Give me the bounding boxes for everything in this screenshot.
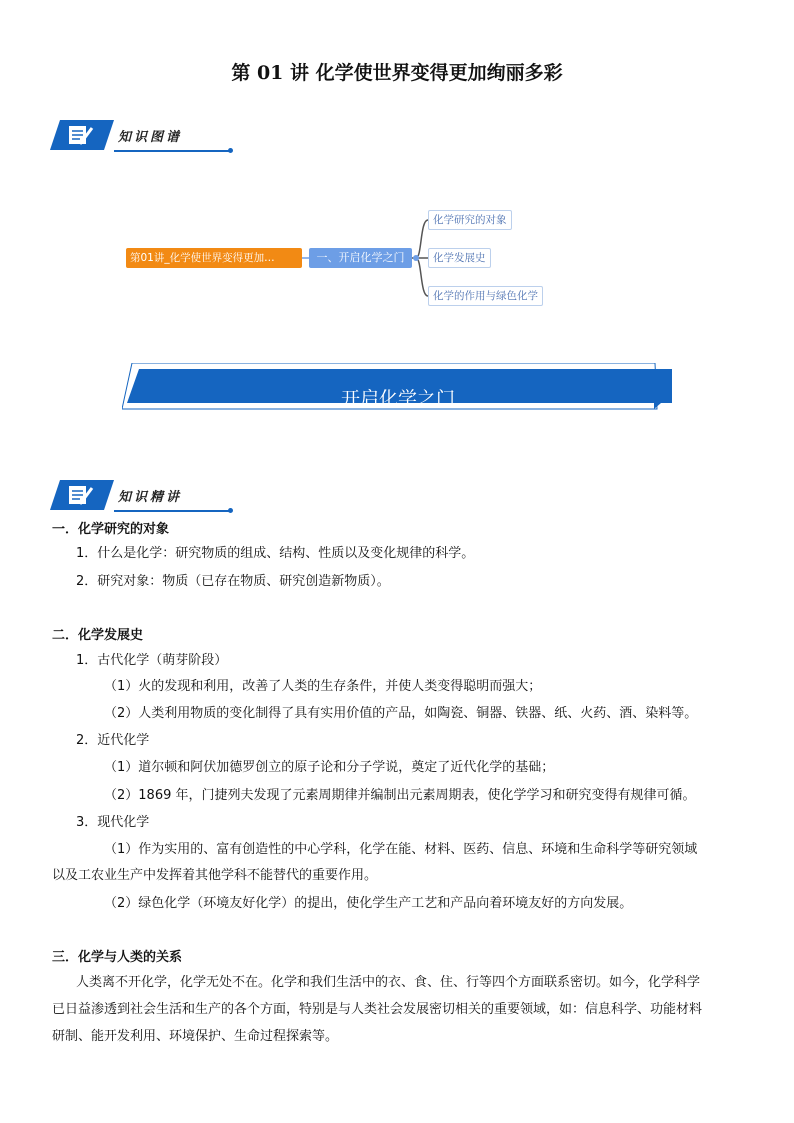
text-line: 已日益渗透到社会生活和生产的各个方面，特别是与人类社会发展密切相关的重要领域，如：信息科学、功能材料	[52, 1002, 703, 1017]
text-line: 1．古代化学（萌芽阶段）	[76, 653, 228, 668]
mindmap-topic-node[interactable]: 一、开启化学之门	[309, 248, 412, 268]
text-line: 人类离不开化学，化学无处不在。化学和我们生活中的衣、食、住、行等四个方面联系密切。如今，化学科学	[76, 975, 701, 990]
text-line: 以及工农业生产中发挥着其他学科不能替代的重要作用。	[52, 868, 378, 883]
heading-rule	[114, 510, 230, 512]
text-line: （1）火的发现和利用，改善了人类的生存条件，并使人类变得聪明而强大；	[104, 679, 542, 694]
mindmap-leaf-role-green[interactable]: 化学的作用与绿色化学	[428, 286, 543, 306]
mindmap-root-node[interactable]: 第01讲_化学使世界变得更加…	[126, 248, 302, 268]
section-heading-label: 知识图谱	[118, 130, 183, 145]
section-heading-label: 知识精讲	[118, 490, 183, 505]
text-line: 2．研究对象：物质（已存在物质、研究创造新物质）。	[76, 574, 390, 589]
text-line: （2）人类利用物质的变化制得了具有实用价值的产品，如陶瓷、铜器、铁器、纸、火药、酒、染料等。	[104, 706, 698, 721]
section-heading-detail	[50, 480, 230, 514]
text-line: （2）1869 年，门捷列夫发现了元素周期律并编制出元素周期表，使化学学习和研究变得有规律可循。	[104, 788, 696, 803]
mindmap-leaf-history[interactable]: 化学发展史	[428, 248, 491, 268]
section-title-3: 三．化学与人类的关系	[52, 950, 183, 965]
banner-title: 开启化学之门	[340, 388, 455, 410]
notebook-pen-icon	[50, 480, 114, 510]
mindmap-connectors	[0, 0, 794, 330]
text-line: 1．什么是化学：研究物质的组成、结构、性质以及变化规律的科学。	[76, 546, 475, 561]
text-line: 2．近代化学	[76, 733, 150, 748]
text-line: （1）作为实用的、富有创造性的中心学科，化学在能、材料、医药、信息、环境和生命科学等研究领域	[104, 842, 698, 857]
text-line: 3．现代化学	[76, 815, 150, 830]
text-line: （2）绿色化学（环境友好化学）的提出，使化学生产工艺和产品向着环境友好的方向发展。	[104, 896, 633, 911]
page-title: 第 01 讲 化学使世界变得更加绚丽多彩	[231, 62, 563, 84]
section-title-2: 二．化学发展史	[52, 628, 144, 643]
text-line: 研制、能开发利用、环境保护、生命过程探索等。	[52, 1029, 339, 1044]
mindmap-leaf-research-object[interactable]: 化学研究的对象	[428, 210, 512, 230]
section-title-1: 一．化学研究的对象	[52, 522, 170, 537]
text-line: （1）道尔顿和阿伏加德罗创立的原子论和分子学说，奠定了近代化学的基础；	[104, 760, 555, 775]
